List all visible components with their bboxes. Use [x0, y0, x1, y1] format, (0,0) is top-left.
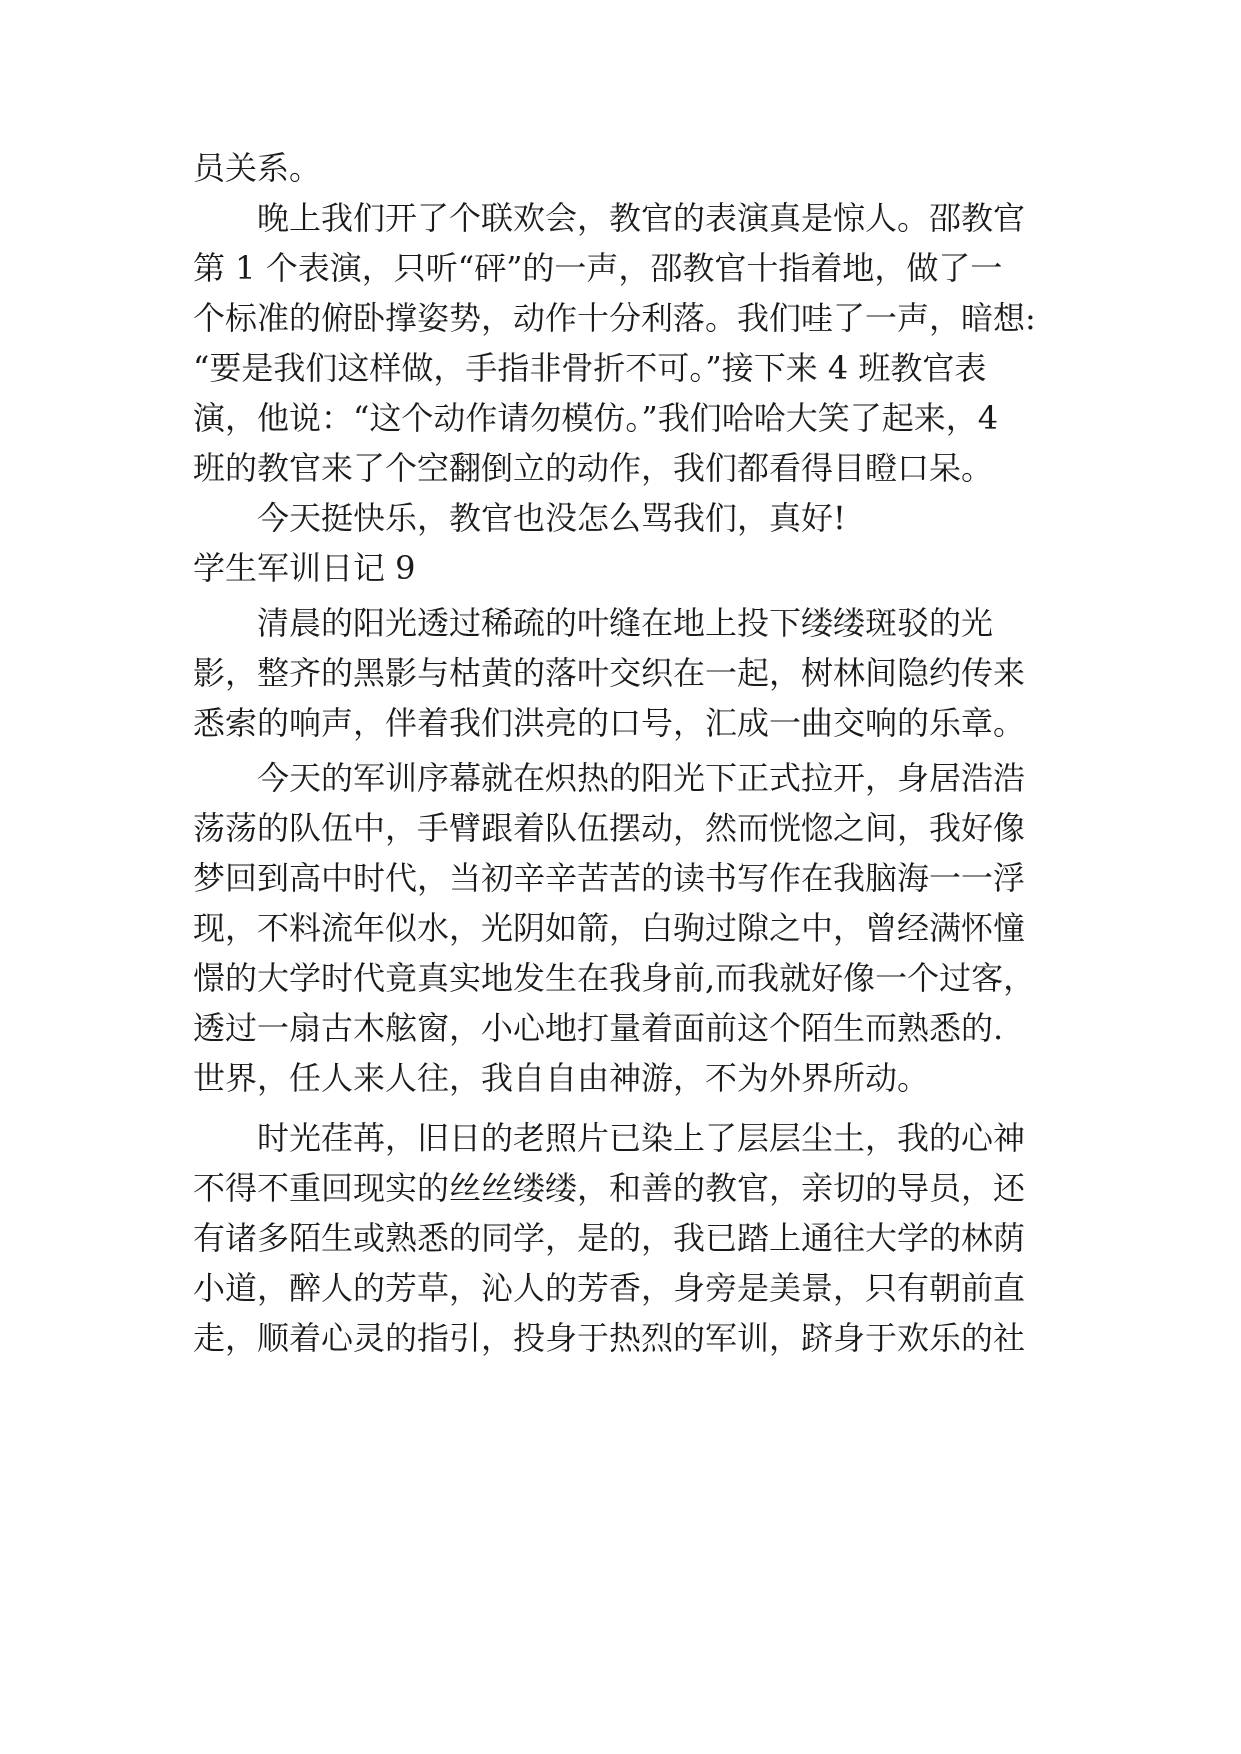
text-line: 悉索的响声，伴着我们洪亮的口号，汇成一曲交响的乐章。	[193, 704, 1026, 742]
text-line: “要是我们这样做，手指非骨折不可。”接下来 4 班教官表	[193, 349, 987, 387]
text-line: 透过一扇古木舷窗，小心地打量着面前这个陌生而熟悉的.	[193, 1009, 1004, 1047]
text-line: 影，整齐的黑影与枯黄的落叶交织在一起，树林间隐约传来	[193, 654, 1026, 692]
text-line: 员关系。	[193, 149, 322, 187]
text-line: 不得不重回现实的丝丝缕缕，和善的教官，亲切的导员，还	[193, 1169, 1026, 1207]
text-line: 有诸多陌生或熟悉的同学，是的，我已踏上通往大学的林荫	[193, 1219, 1026, 1257]
text-line: 第 1 个表演，只听“砰”的一声，邵教官十指着地，做了一	[193, 249, 1003, 287]
text-line: 走，顺着心灵的指引，投身于热烈的军训，跻身于欢乐的社	[193, 1319, 1026, 1357]
text-line: 憬的大学时代竟真实地发生在我身前,而我就好像一个过客，	[193, 959, 1036, 997]
text-line: 时光荏苒，旧日的老照片已染上了层层尘土，我的心神	[257, 1119, 1026, 1157]
text-line: 演，他说：“这个动作请勿模仿。”我们哈哈大笑了起来，4	[193, 399, 999, 437]
text-line: 世界，任人来人往，我自自由神游，不为外界所动。	[193, 1059, 930, 1097]
text-line: 个标准的俯卧撑姿势，动作十分利落。我们哇了一声，暗想:	[193, 299, 1036, 337]
text-line: 今天的军训序幕就在炽热的阳光下正式拉开，身居浩浩	[257, 759, 1026, 797]
text-line: 小道，醉人的芳草，沁人的芳香，身旁是美景，只有朝前直	[193, 1269, 1026, 1307]
text-line: 晚上我们开了个联欢会，教官的表演真是惊人。邵教官	[257, 199, 1026, 237]
text-line: 现，不料流年似水，光阴如箭，白驹过隙之中，曾经满怀憧	[193, 909, 1026, 947]
text-line: 清晨的阳光透过稀疏的叶缝在地上投下缕缕斑驳的光	[257, 604, 994, 642]
text-line: 荡荡的队伍中，手臂跟着队伍摆动，然而恍惚之间，我好像	[193, 809, 1026, 847]
section-heading: 学生军训日记 9	[193, 549, 416, 587]
text-line: 今天挺快乐，教官也没怎么骂我们，真好!	[257, 499, 846, 537]
text-line: 梦回到高中时代，当初辛辛苦苦的读书写作在我脑海一一浮	[193, 859, 1026, 897]
text-line: 班的教官来了个空翻倒立的动作，我们都看得目瞪口呆。	[193, 449, 994, 487]
